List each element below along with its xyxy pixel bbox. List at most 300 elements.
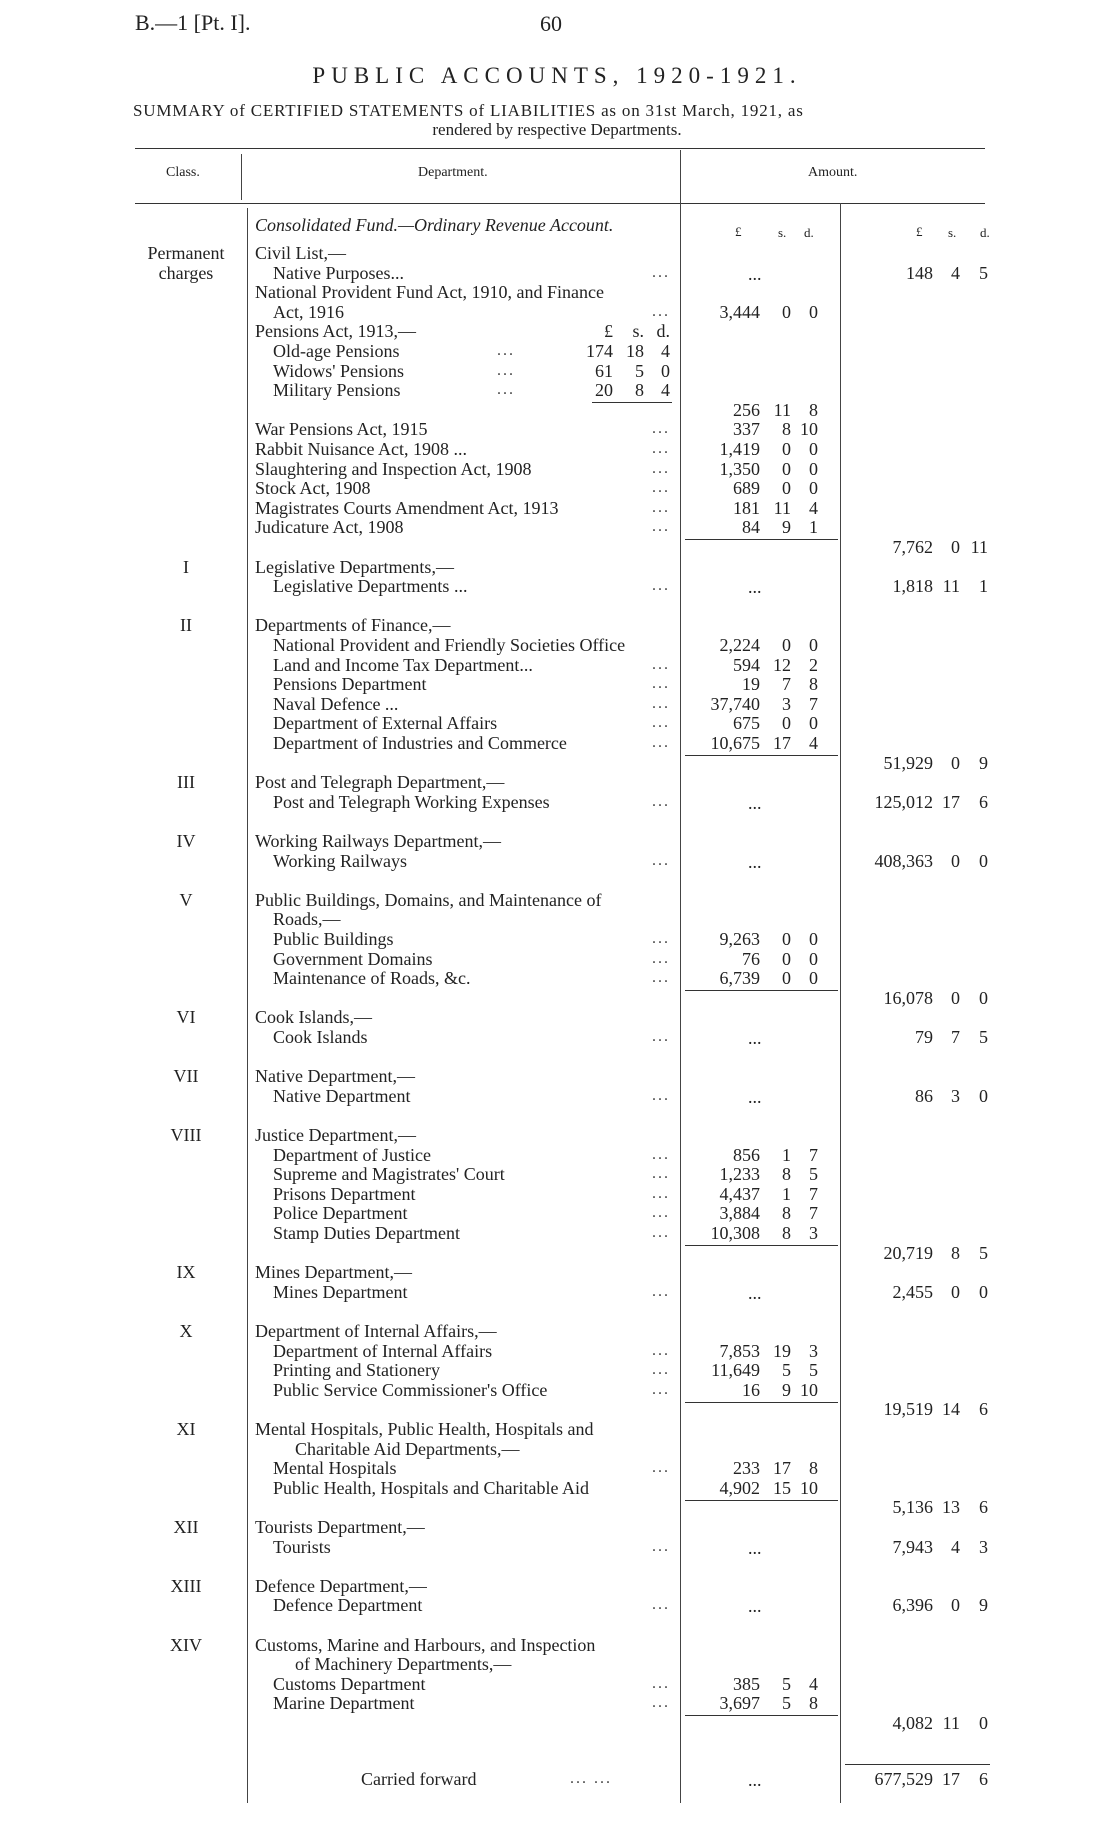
row-amount-pence: 10: [800, 419, 818, 439]
footer-mid-ellipsis: ...: [748, 1770, 762, 1790]
row-leader-dots: ...: [652, 656, 670, 673]
row-leader-dots: ...: [652, 695, 670, 712]
row-amount-shillings: 0: [782, 459, 791, 479]
row-department: Departments of Finance,—: [255, 615, 451, 635]
row-class: IV: [176, 831, 196, 851]
row-department: Public Buildings: [273, 929, 394, 949]
row-leader-dots: ...: [652, 1283, 670, 1300]
row-department: of Machinery Departments,—: [295, 1654, 512, 1674]
row-total-pounds: 7,943: [892, 1537, 933, 1557]
row-department: Printing and Stationery: [273, 1360, 440, 1380]
row-sub-shillings: 5: [635, 361, 644, 381]
row-leader-dots: ...: [652, 969, 670, 986]
group-total-rule: [685, 1500, 838, 1501]
row-total-pounds: 6,396: [892, 1595, 933, 1615]
row-mid-ellipsis: ...: [748, 852, 762, 872]
row-department: Mines Department,—: [255, 1262, 412, 1282]
row-amount-pence: 8: [809, 1458, 818, 1478]
row-department: Magistrates Courts Amendment Act, 1913: [255, 498, 559, 518]
row-total-shillings: 3: [951, 1086, 960, 1106]
row-leader-dots: ...: [652, 852, 670, 869]
row-sub-pence: 4: [661, 380, 670, 400]
row-sub-pounds: £: [604, 321, 613, 341]
row-department: Naval Defence ...: [273, 694, 399, 714]
row-total-pounds: 16,078: [883, 988, 933, 1008]
row-amount-pounds: 19: [742, 674, 760, 694]
row-amount-pence: 0: [809, 635, 818, 655]
row-total-shillings: 7: [951, 1027, 960, 1047]
row-total-shillings: 0: [951, 1595, 960, 1615]
row-amount-shillings: 8: [782, 1223, 791, 1243]
row-department: Legislative Departments,—: [255, 557, 454, 577]
row-leader-dots: ...: [652, 303, 670, 320]
row-class: I: [183, 557, 189, 577]
row-amount-shillings: 19: [773, 1341, 791, 1361]
group-total-rule: [685, 1715, 838, 1716]
row-amount-pounds: 10,308: [710, 1223, 760, 1243]
row-leader-dots: ...: [652, 1165, 670, 1182]
row-total-shillings: 0: [951, 851, 960, 871]
row-mid-ellipsis: ...: [748, 577, 762, 597]
row-total-shillings: 0: [951, 988, 960, 1008]
row-total-pounds: 19,519: [883, 1399, 933, 1419]
row-department: Department of Justice: [273, 1145, 431, 1165]
row-amount-pence: 7: [809, 1145, 818, 1165]
row-mid-ellipsis: ...: [748, 793, 762, 813]
row-department: Act, 1916: [273, 302, 344, 322]
row-amount-pence: 7: [809, 1184, 818, 1204]
row-total-pounds: 148: [906, 263, 933, 283]
row-leader-dots: ...: [652, 1694, 670, 1711]
row-department: Justice Department,—: [255, 1125, 416, 1145]
row-amount-pence: 4: [809, 1674, 818, 1694]
row-leader-dots: ...: [652, 1459, 670, 1476]
row-department: Charitable Aid Departments,—: [295, 1439, 520, 1459]
row-amount-pounds: 3,697: [719, 1693, 760, 1713]
row-leader-dots: ...: [652, 734, 670, 751]
row-amount-shillings: 0: [782, 929, 791, 949]
row-total-pounds: 1,818: [892, 576, 933, 596]
unit-s-mid: s.: [778, 225, 787, 240]
row-class: VI: [176, 1007, 196, 1027]
row-total-shillings: 0: [951, 537, 960, 557]
row-amount-pounds: 4,902: [719, 1478, 760, 1498]
row-amount-shillings: 0: [782, 302, 791, 322]
row-department: Legislative Departments ...: [273, 576, 468, 596]
row-amount-pounds: 594: [733, 655, 760, 675]
row-class: IX: [176, 1262, 196, 1282]
row-total-shillings: 13: [942, 1497, 960, 1517]
row-department: Old-age Pensions: [273, 341, 400, 361]
row-department: Public Buildings, Domains, and Maintenance of: [255, 890, 602, 910]
row-amount-pounds: 16: [742, 1380, 760, 1400]
row-department: Widows' Pensions: [273, 361, 405, 381]
vline-class: [241, 154, 242, 200]
row-class: XII: [173, 1517, 199, 1537]
row-leader-dots: ...: [652, 793, 670, 810]
footer-leader-dots: ... ...: [570, 1770, 612, 1787]
row-amount-pounds: 1,419: [719, 439, 760, 459]
row-leader-dots: ...: [652, 499, 670, 516]
row-amount-pence: 0: [809, 439, 818, 459]
fund-heading: Consolidated Fund.—Ordinary Revenue Account.: [255, 215, 614, 235]
row-amount-pounds: 675: [733, 713, 760, 733]
row-leader-dots: ...: [497, 342, 515, 359]
vline-dept: [247, 208, 248, 1803]
row-leader-dots: ...: [652, 1146, 670, 1163]
row-leader-dots: ...: [652, 1185, 670, 1202]
row-amount-shillings: 7: [782, 674, 791, 694]
row-department: Department of Internal Affairs,—: [255, 1321, 497, 1341]
footer-rule: [845, 1764, 990, 1765]
row-total-shillings: 14: [942, 1399, 960, 1419]
row-amount-pounds: 385: [733, 1674, 760, 1694]
row-amount-pounds: 3,884: [719, 1203, 760, 1223]
row-leader-dots: ...: [652, 1675, 670, 1692]
row-class: X: [179, 1321, 193, 1341]
row-amount-pence: 7: [809, 1203, 818, 1223]
page-title: PUBLIC ACCOUNTS, 1920-1921.: [312, 63, 802, 88]
row-amount-pounds: 1,233: [719, 1164, 760, 1184]
row-amount-pounds: 37,740: [710, 694, 760, 714]
row-amount-pence: 8: [809, 400, 818, 420]
row-total-pounds: 20,719: [883, 1243, 933, 1263]
row-amount-shillings: 0: [782, 968, 791, 988]
row-leader-dots: ...: [652, 1361, 670, 1378]
group-total-rule: [685, 1245, 838, 1246]
row-class: II: [180, 615, 192, 635]
row-total-pounds: 4,082: [892, 1713, 933, 1733]
row-amount-shillings: 17: [773, 733, 791, 753]
header-rule-top: [135, 148, 985, 149]
row-total-pence: 6: [979, 1399, 988, 1419]
row-sub-pounds: 61: [595, 361, 613, 381]
row-department: Mental Hospitals: [273, 1458, 397, 1478]
group-total-rule: [685, 539, 838, 540]
row-class: XIII: [170, 1576, 202, 1596]
row-sub-shillings: 8: [635, 380, 644, 400]
row-leader-dots: ...: [652, 479, 670, 496]
row-department: Maintenance of Roads, &c.: [273, 968, 471, 988]
row-total-pounds: 125,012: [874, 792, 933, 812]
row-amount-pounds: 3,444: [719, 302, 760, 322]
row-department: Marine Department: [273, 1693, 415, 1713]
row-amount-pounds: 2,224: [719, 635, 760, 655]
row-leader-dots: ...: [652, 577, 670, 594]
group-total-rule: [685, 990, 838, 991]
row-total-pence: 9: [979, 1595, 988, 1615]
row-department: Slaughtering and Inspection Act, 1908: [255, 459, 532, 479]
row-total-pence: 0: [979, 1086, 988, 1106]
row-amount-shillings: 5: [782, 1674, 791, 1694]
row-leader-dots: ...: [652, 1381, 670, 1398]
row-amount-pence: 0: [809, 713, 818, 733]
row-department: Defence Department: [273, 1595, 423, 1615]
row-department: Department of Internal Affairs: [273, 1341, 493, 1361]
header-rule-bottom: [135, 203, 985, 204]
row-amount-shillings: 11: [773, 498, 791, 518]
row-amount-pence: 0: [809, 478, 818, 498]
row-total-pounds: 2,455: [892, 1282, 933, 1302]
row-total-shillings: 4: [951, 1537, 960, 1557]
row-amount-pence: 4: [809, 498, 818, 518]
row-total-shillings: 8: [951, 1243, 960, 1263]
row-amount-shillings: 0: [782, 439, 791, 459]
row-total-shillings: 11: [942, 576, 960, 596]
row-leader-dots: ...: [652, 420, 670, 437]
row-department: Working Railways: [273, 851, 408, 871]
row-amount-shillings: 17: [773, 1458, 791, 1478]
row-department: Rabbit Nuisance Act, 1908 ...: [255, 439, 467, 459]
row-mid-ellipsis: ...: [748, 1087, 762, 1107]
row-department: Cook Islands,—: [255, 1007, 372, 1027]
subtitle-line-1: SUMMARY of CERTIFIED STATEMENTS of LIABILITIES as on 31st March, 1921, as: [133, 101, 804, 120]
column-header-class: Class.: [166, 165, 200, 180]
row-mid-ellipsis: ...: [748, 1283, 762, 1303]
row-total-pence: 9: [979, 753, 988, 773]
row-leader-dots: ...: [497, 362, 515, 379]
row-department: Pensions Department: [273, 674, 427, 694]
row-leader-dots: ...: [652, 675, 670, 692]
row-total-pence: 5: [979, 1243, 988, 1263]
row-amount-shillings: 8: [782, 1203, 791, 1223]
row-total-pence: 0: [979, 1713, 988, 1733]
row-mid-ellipsis: ...: [748, 1538, 762, 1558]
row-amount-pence: 3: [809, 1341, 818, 1361]
footer-total-pounds: 677,529: [874, 1769, 933, 1789]
unit-l-tot: £: [916, 224, 923, 239]
row-class: XI: [176, 1419, 196, 1439]
row-class: V: [179, 890, 193, 910]
row-department: Pensions Act, 1913,—: [255, 321, 417, 341]
row-mid-ellipsis: ...: [748, 1028, 762, 1048]
row-sub-shillings: s.: [632, 321, 644, 341]
row-department: Stock Act, 1908: [255, 478, 371, 498]
row-class: VIII: [170, 1125, 202, 1145]
row-amount-shillings: 5: [782, 1693, 791, 1713]
row-department: Customs, Marine and Harbours, and Inspection: [255, 1635, 596, 1655]
row-amount-pounds: 256: [733, 400, 760, 420]
footer-total-pence: 6: [979, 1769, 988, 1789]
row-amount-pence: 10: [800, 1380, 818, 1400]
row-leader-dots: ...: [652, 1028, 670, 1045]
row-amount-pounds: 856: [733, 1145, 760, 1165]
row-amount-shillings: 1: [782, 1184, 791, 1204]
row-total-pence: 0: [979, 988, 988, 1008]
row-total-pounds: 79: [915, 1027, 933, 1047]
row-amount-pounds: 84: [742, 517, 760, 537]
row-amount-shillings: 0: [782, 478, 791, 498]
row-sub-pounds: 20: [595, 380, 613, 400]
row-department: Stamp Duties Department: [273, 1223, 460, 1243]
row-leader-dots: ...: [652, 440, 670, 457]
row-department: Land and Income Tax Department...: [273, 655, 533, 675]
row-sub-pence: 4: [661, 341, 670, 361]
row-amount-pence: 5: [809, 1164, 818, 1184]
row-department: Public Service Commissioner's Office: [273, 1380, 548, 1400]
row-department: Mines Department: [273, 1282, 408, 1302]
row-department: National Provident and Friendly Societies Office: [273, 635, 626, 655]
row-class: charges: [158, 263, 214, 283]
row-amount-pence: 0: [809, 302, 818, 322]
row-class: Permanent: [147, 243, 225, 263]
row-amount-shillings: 5: [782, 1360, 791, 1380]
subtotal-rule: [592, 402, 672, 403]
row-amount-shillings: 0: [782, 635, 791, 655]
row-total-pence: 6: [979, 1497, 988, 1517]
row-amount-shillings: 1: [782, 1145, 791, 1165]
row-leader-dots: ...: [652, 264, 670, 281]
row-department: Police Department: [273, 1203, 408, 1223]
row-amount-pounds: 76: [742, 949, 760, 969]
row-total-shillings: 11: [942, 1713, 960, 1733]
row-leader-dots: ...: [652, 1204, 670, 1221]
row-leader-dots: ...: [652, 714, 670, 731]
group-total-rule: [685, 1402, 838, 1403]
row-leader-dots: ...: [497, 381, 515, 398]
row-leader-dots: ...: [652, 930, 670, 947]
row-department: Supreme and Magistrates' Court: [273, 1164, 505, 1184]
row-department: Department of Industries and Commerce: [273, 733, 567, 753]
row-department: Government Domains: [273, 949, 433, 969]
vline-amount-mid: [840, 203, 841, 1803]
row-sub-shillings: 18: [626, 341, 644, 361]
group-total-rule: [685, 755, 838, 756]
row-amount-pence: 0: [809, 929, 818, 949]
row-leader-dots: ...: [652, 1538, 670, 1555]
row-total-pence: 5: [979, 1027, 988, 1047]
row-amount-pence: 10: [800, 1478, 818, 1498]
row-total-shillings: 0: [951, 753, 960, 773]
row-department: Post and Telegraph Department,—: [255, 772, 505, 792]
row-sub-pence: d.: [656, 321, 670, 341]
row-total-pounds: 86: [915, 1086, 933, 1106]
row-amount-pounds: 689: [733, 478, 760, 498]
footer-total-shillings: 17: [942, 1769, 960, 1789]
row-department: Judicature Act, 1908: [255, 517, 404, 537]
row-department: Post and Telegraph Working Expenses: [273, 792, 550, 812]
row-total-pence: 11: [970, 537, 988, 557]
row-leader-dots: ...: [652, 518, 670, 535]
row-amount-pence: 7: [809, 694, 818, 714]
vline-amount-left: [680, 150, 681, 1803]
row-total-pence: 5: [979, 263, 988, 283]
row-total-pence: 0: [979, 851, 988, 871]
column-header-amount: Amount.: [808, 165, 858, 180]
row-total-pounds: 5,136: [892, 1497, 933, 1517]
row-total-pence: 3: [979, 1537, 988, 1557]
row-amount-pence: 0: [809, 968, 818, 988]
row-department: Tourists: [273, 1537, 331, 1557]
row-total-pence: 6: [979, 792, 988, 812]
row-amount-pounds: 1,350: [719, 459, 760, 479]
row-department: War Pensions Act, 1915: [255, 419, 428, 439]
row-leader-dots: ...: [652, 950, 670, 967]
row-department: Native Department,—: [255, 1066, 415, 1086]
row-amount-pence: 1: [809, 517, 818, 537]
row-total-pounds: 51,929: [883, 753, 933, 773]
row-amount-pounds: 337: [733, 419, 760, 439]
row-department: Roads,—: [273, 909, 341, 929]
column-header-department: Department.: [418, 165, 488, 180]
row-amount-shillings: 9: [782, 1380, 791, 1400]
row-department: Native Purposes...: [273, 263, 404, 283]
row-amount-pounds: 11,649: [711, 1360, 760, 1380]
row-department: Mental Hospitals, Public Health, Hospitals and: [255, 1419, 594, 1439]
header-ref: B.—1 [Pt. I].: [135, 10, 251, 35]
row-amount-pence: 0: [809, 949, 818, 969]
row-department: Cook Islands: [273, 1027, 368, 1047]
row-amount-pounds: 7,853: [719, 1341, 760, 1361]
unit-d-tot: d.: [980, 225, 990, 240]
row-amount-shillings: 8: [782, 419, 791, 439]
row-sub-pounds: 174: [586, 341, 613, 361]
carried-forward-label: Carried forward: [361, 1769, 477, 1789]
row-total-shillings: 17: [942, 792, 960, 812]
row-mid-ellipsis: ...: [748, 1596, 762, 1616]
row-leader-dots: ...: [652, 1087, 670, 1104]
row-department: Defence Department,—: [255, 1576, 427, 1596]
row-total-shillings: 4: [951, 263, 960, 283]
unit-d-mid: d.: [804, 225, 814, 240]
row-total-pence: 1: [979, 576, 988, 596]
row-amount-pounds: 10,675: [710, 733, 760, 753]
row-department: Prisons Department: [273, 1184, 416, 1204]
row-department: Native Department: [273, 1086, 411, 1106]
row-total-pounds: 7,762: [892, 537, 933, 557]
row-amount-pence: 4: [809, 733, 818, 753]
row-department: Customs Department: [273, 1674, 426, 1694]
row-department: National Provident Fund Act, 1910, and Finance: [255, 282, 604, 302]
row-amount-shillings: 9: [782, 517, 791, 537]
row-total-shillings: 0: [951, 1282, 960, 1302]
row-department: Department of External Affairs: [273, 713, 498, 733]
row-leader-dots: ...: [652, 1596, 670, 1613]
page-number: 60: [540, 11, 562, 36]
row-amount-pence: 2: [809, 655, 818, 675]
row-amount-shillings: 0: [782, 949, 791, 969]
row-amount-shillings: 12: [773, 655, 791, 675]
row-amount-shillings: 11: [773, 400, 791, 420]
row-mid-ellipsis: ...: [748, 264, 762, 284]
row-amount-pence: 5: [809, 1360, 818, 1380]
row-department: Tourists Department,—: [255, 1517, 425, 1537]
row-amount-shillings: 8: [782, 1164, 791, 1184]
row-leader-dots: ...: [652, 1224, 670, 1241]
row-total-pence: 0: [979, 1282, 988, 1302]
row-sub-pence: 0: [661, 361, 670, 381]
row-total-pounds: 408,363: [874, 851, 933, 871]
row-amount-shillings: 0: [782, 713, 791, 733]
row-leader-dots: ...: [652, 460, 670, 477]
row-class: XIV: [170, 1635, 202, 1655]
row-class: VII: [173, 1066, 199, 1086]
row-department: Civil List,—: [255, 243, 347, 263]
row-amount-pounds: 233: [733, 1458, 760, 1478]
row-amount-pounds: 9,263: [719, 929, 760, 949]
row-class: III: [177, 772, 195, 792]
unit-s-tot: s.: [948, 225, 957, 240]
row-department: Public Health, Hospitals and Charitable Aid: [273, 1478, 589, 1498]
row-amount-pence: 8: [809, 1693, 818, 1713]
row-leader-dots: ...: [652, 1342, 670, 1359]
row-amount-shillings: 3: [782, 694, 791, 714]
row-amount-pence: 0: [809, 459, 818, 479]
row-department: Military Pensions: [273, 380, 401, 400]
row-department: Working Railways Department,—: [255, 831, 501, 851]
unit-l-mid: £: [735, 224, 742, 239]
row-amount-pounds: 6,739: [719, 968, 760, 988]
